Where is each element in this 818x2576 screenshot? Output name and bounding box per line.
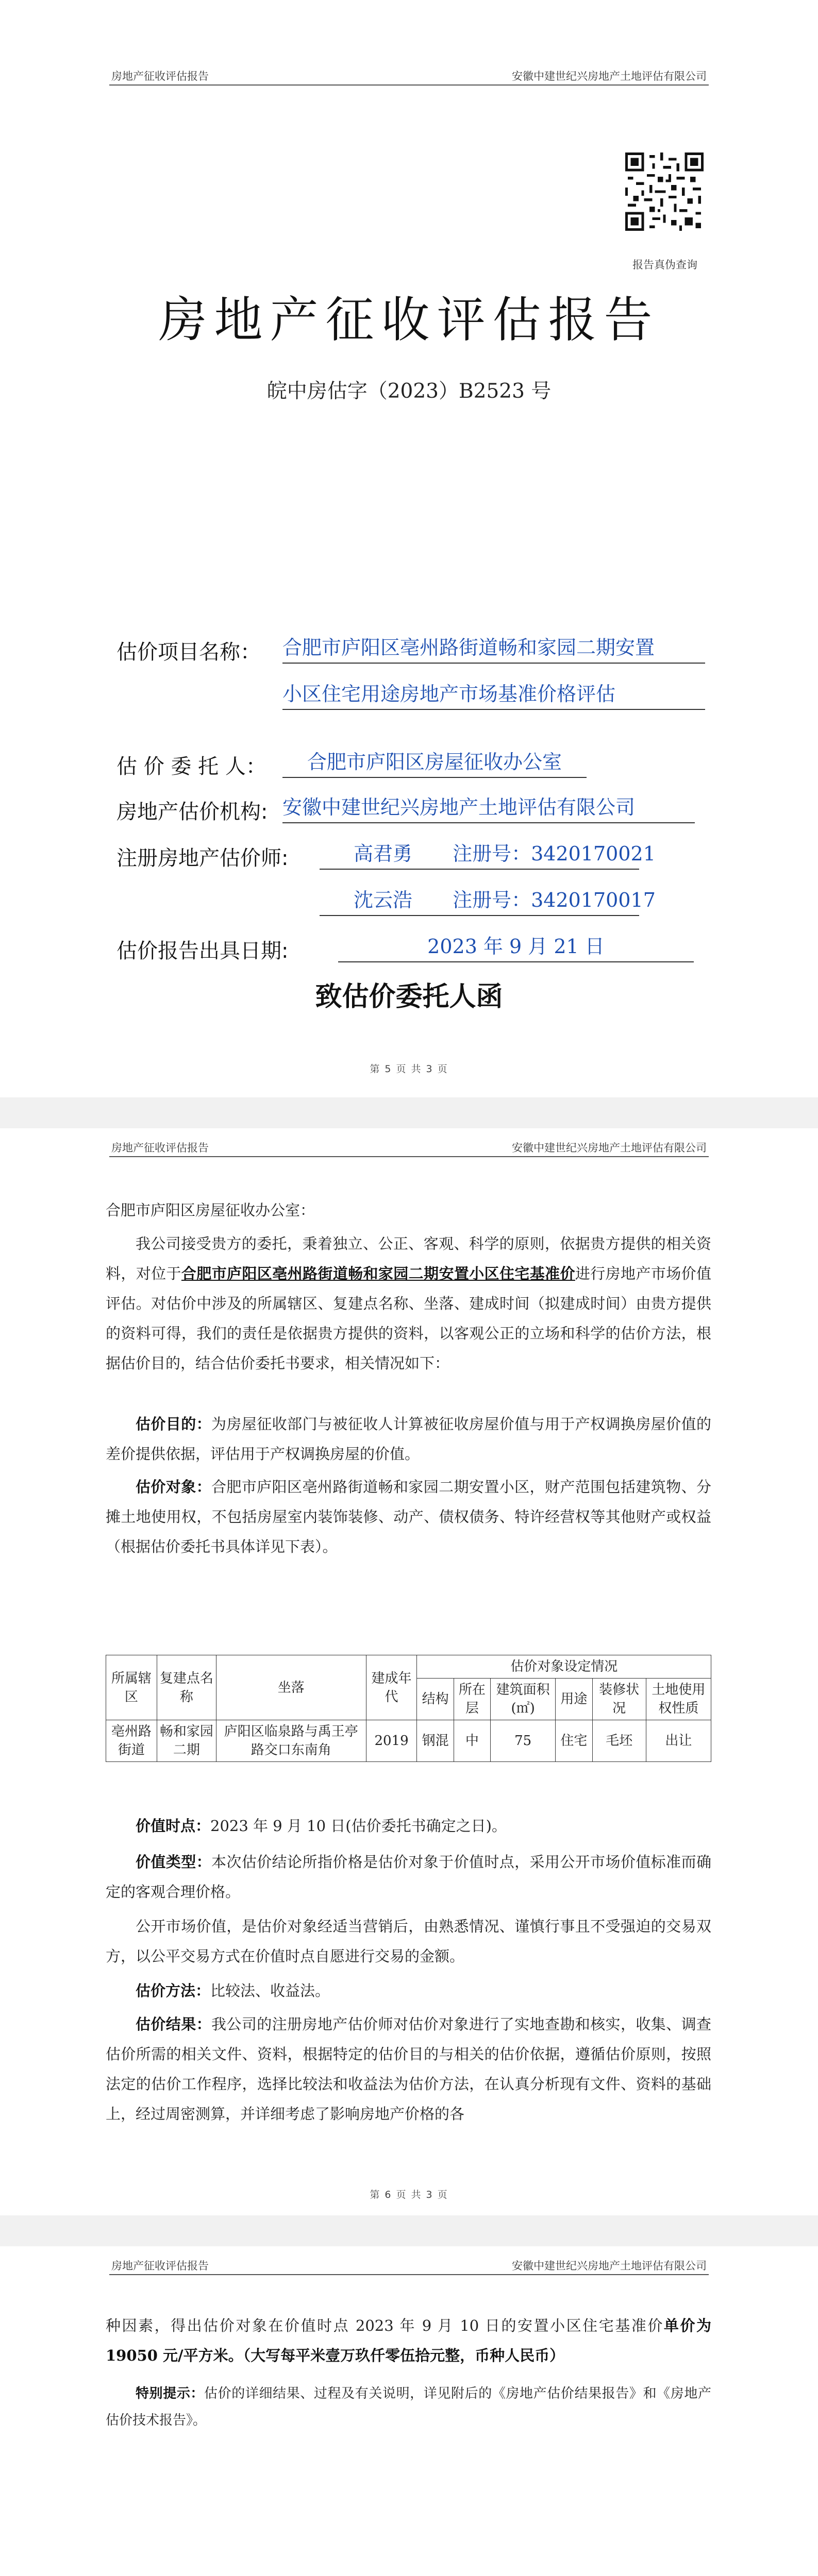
table-header: 结构 [417, 1679, 454, 1720]
header-rule [109, 2274, 709, 2275]
notice-label: 特别提示： [136, 2386, 205, 2401]
project-name-line1: 合肥市庐阳区亳州路街道畅和家园二期安置 [282, 633, 705, 664]
client-label: 估 价 委 托 人： [116, 755, 266, 778]
table-cell: 出让 [646, 1720, 711, 1762]
letter-title: 致估价委托人函 [315, 981, 503, 1012]
table-cell: 2019 [366, 1720, 417, 1762]
date-label: 估价报告出具日期: [116, 939, 289, 963]
appraiser-1-line [320, 839, 656, 870]
appraiser-2-name: 沈云浩 [354, 889, 413, 911]
page-header [0, 1133, 818, 1164]
page-footer: 第 5 页 共 3 页 [370, 1063, 448, 1075]
table-header: 用途 [556, 1679, 592, 1720]
purpose-label: 估价目的： [136, 1415, 212, 1433]
table-header: 坐落 [216, 1655, 366, 1720]
qr-caption: 报告真伪查询 [632, 259, 697, 271]
table-cell: 钢混 [417, 1720, 454, 1762]
subject-highlight: 合肥市庐阳区亳州路街道畅和家园二期安置小区住宅基准价 [181, 1265, 575, 1282]
unit-price: 单价为 19050 元/平方米。（大写每平米壹万玖仟零伍拾元整，币种人民币） [106, 2317, 711, 2364]
result-continued: 种因素，得出估价对象在价值时点 2023 年 9 月 10 日的安置小区住宅基准价单价为 19050 元/平方米。（大写每平米壹万玖仟零伍拾元整，币种人民币） [106, 2317, 711, 2364]
project-name-line2: 小区住宅用途房地产市场基准价格评估 [282, 679, 705, 710]
object-paragraph: 估价对象：合肥市庐阳区亳州路街道畅和家园二期安置小区，财产范围包括建筑物、分摊土地使用权，不包括房屋室内装饰装修、动产、债权债务、特许经营权等其他财产或权益（根据估价委托书具体详见下表）。 [106, 1478, 711, 1555]
appraiser-1-name: 高君勇 [354, 842, 413, 865]
table-header: 复建点名称 [157, 1655, 216, 1720]
valuation-object-table [106, 1655, 711, 1762]
page-gap [0, 1097, 818, 1128]
page-footer: 第 6 页 共 3 页 [370, 2189, 448, 2200]
page-header [0, 62, 818, 93]
purpose-paragraph: 估价目的：为房屋征收部门与被征收人计算被征收房屋价值与用于产权调换房屋价值的差价提供依据，评估用于产权调换房屋的价值。 [106, 1415, 711, 1463]
table-header: 建筑面积(㎡) [491, 1679, 556, 1720]
table-cell: 中 [454, 1720, 490, 1762]
appraiser-2-line [320, 885, 656, 916]
table-header: 所在层 [454, 1679, 490, 1720]
result-label: 估价结果： [136, 2015, 212, 2033]
salutation: 合肥市庐阳区房屋征收办公室： [106, 1201, 315, 1219]
table-cell: 毛坯 [592, 1720, 646, 1762]
table-cell: 住宅 [556, 1720, 592, 1762]
table-header: 所属辖区 [106, 1655, 157, 1720]
appraiser-1-reg: 注册号：3420170021 [453, 842, 656, 865]
method-paragraph: 估价方法：比较法、收益法。 [136, 1982, 330, 1999]
table-cell: 75 [491, 1720, 556, 1762]
report-title: 房地产征收评估报告 [158, 292, 660, 348]
agency-label: 房地产估价机构: [116, 800, 268, 824]
table-cell: 庐阳区临泉路与禹王亭路交口东南角 [216, 1720, 366, 1762]
page-header [0, 2251, 818, 2282]
header-left: 房地产征收评估报告 [111, 70, 209, 82]
letter-page-2 [0, 2246, 818, 2576]
value-date-label: 价值时点： [136, 1817, 211, 1835]
header-right: 安徽中建世纪兴房地产土地评估有限公司 [512, 70, 707, 82]
project-label: 估价项目名称： [116, 640, 261, 664]
table-cell: 亳州路街道 [106, 1720, 157, 1762]
table-cell: 畅和家园二期 [157, 1720, 216, 1762]
value-date-paragraph: 价值时点：2023 年 9 月 10 日(估价委托书确定之日)。 [136, 1817, 507, 1835]
method-label: 估价方法： [136, 1982, 211, 1999]
report-ref-number: 皖中房估字（2023）B2523 号 [266, 380, 552, 403]
table-header: 装修状况 [592, 1679, 646, 1720]
page-gap [0, 2215, 818, 2246]
header-left: 房地产征收评估报告 [111, 2260, 209, 2272]
value-type-paragraph-2: 公开市场价值，是估价对象经适当营销后，由熟悉情况、谨慎行事且不受强迫的交易双方，以公平交易方式在价值时点自愿进行交易的金额。 [106, 1918, 711, 1965]
header-rule [109, 1156, 709, 1157]
agency-value: 安徽中建世纪兴房地产土地评估有限公司 [282, 792, 695, 823]
cover-page [0, 0, 818, 1097]
value-type-label: 价值类型： [136, 1853, 212, 1871]
header-right: 安徽中建世纪兴房地产土地评估有限公司 [512, 1142, 707, 1154]
intro-paragraph: 我公司接受贵方的委托，秉着独立、公正、客观、科学的原则，依据贵方提供的相关资料，对位于合肥市庐阳区亳州路街道畅和家园二期安置小区住宅基准价进行房地产市场价值评估。对估价中涉及的所属辖区、复建点名称、坐落、建成时间（拟建成时间）由贵方提供的资料可得，我们的责任是依据贵方提供的资料，以客观公正的立场和科学的估价方法，根据估价目的，结合估价委托书要求，相关情况如下： [106, 1235, 711, 1372]
header-left: 房地产征收评估报告 [111, 1142, 209, 1154]
appraiser-label: 注册房地产估价师: [116, 846, 289, 870]
notice-paragraph: 特别提示：估价的详细结果、过程及有关说明，详见附后的《房地产估价结果报告》和《房地产估价技术报告》。 [106, 2386, 711, 2428]
qr-code-icon[interactable] [625, 152, 704, 231]
table-row [106, 1720, 711, 1762]
report-date: 2023 年 9 月 21 日 [338, 931, 694, 962]
header-rule [109, 84, 709, 86]
header-right: 安徽中建世纪兴房地产土地评估有限公司 [512, 2260, 707, 2272]
client-value: 合肥市庐阳区房屋征收办公室 [282, 747, 587, 778]
object-label: 估价对象： [136, 1478, 212, 1496]
result-paragraph: 估价结果：我公司的注册房地产估价师对估价对象进行了实地查勘和核实，收集、调查估价所需的相关文件、资料，根据特定的估价目的与相关的估价依据，遵循估价原则，按照法定的估价工作程序，选择比较法和收益法为估价方法，在认真分析现有文件、资料的基础上，经过周密测算，并详细考虑了影响房地产价格的各 [106, 2015, 711, 2123]
table-header: 土地使用权性质 [646, 1679, 711, 1720]
table-header: 建成年代 [366, 1655, 417, 1720]
table-group-header: 估价对象设定情况 [417, 1655, 711, 1679]
value-type-paragraph: 价值类型：本次估价结论所指价格是估价对象于价值时点，采用公开市场价值标准而确定的客观合理价格。 [106, 1853, 711, 1901]
appraiser-2-reg: 注册号：3420170017 [453, 889, 656, 911]
